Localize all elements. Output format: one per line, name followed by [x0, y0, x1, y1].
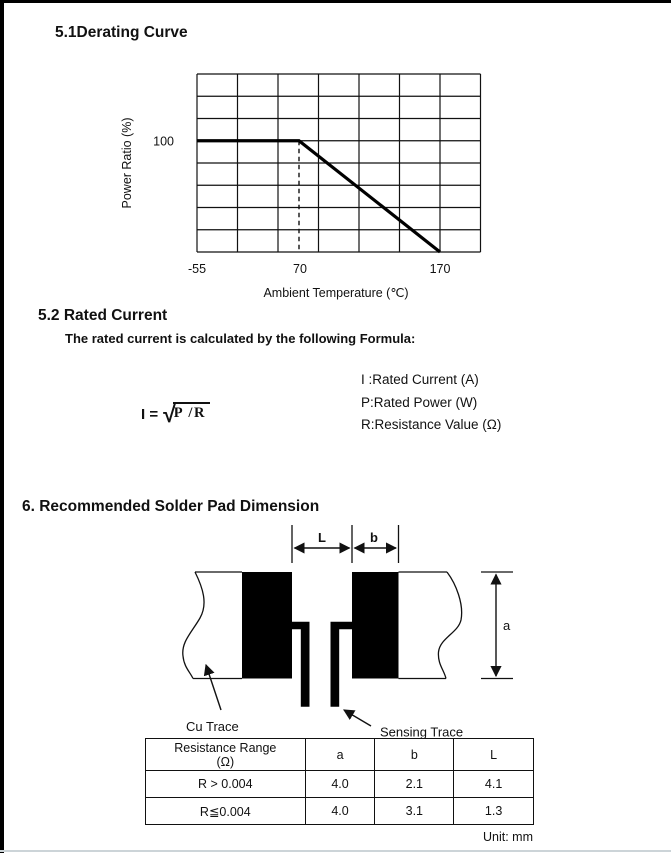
formula-intro-text: The rated current is calculated by the following Formula: — [65, 331, 416, 346]
y-tick-100: 100 — [153, 134, 174, 149]
formula-legend — [361, 369, 501, 437]
legend-line-current: I :Rated Current (A) — [361, 372, 479, 387]
left-solder-pad — [242, 572, 292, 679]
table-row — [146, 798, 534, 825]
rated-current-formula — [141, 398, 210, 425]
right-sensing-trace — [331, 622, 353, 707]
dim-label-b: b — [370, 530, 378, 545]
solder-pad-diagram — [0, 520, 671, 742]
x-tick-170: 170 — [429, 262, 451, 276]
header-col-l: L — [454, 739, 534, 771]
page-edge-bottom — [0, 850, 671, 852]
solder-pad-dimension-table — [145, 738, 534, 825]
legend-line-power: P:Rated Power (W) — [361, 394, 478, 410]
formula-lhs: I = — [141, 406, 159, 423]
x-tick-minus-55: -55 — [187, 262, 207, 276]
cell-range-row2: R≦0.004 — [146, 798, 306, 825]
legend-line-resistance: R:Resistance Value (Ω) — [361, 417, 502, 432]
table-header-row — [146, 739, 534, 771]
formula-radicand: P /R — [173, 402, 210, 422]
cell-l-row2: 1.3 — [454, 798, 534, 825]
section-6-heading: 6. Recommended Solder Pad Dimension — [22, 498, 320, 515]
x-axis-label: Ambient Temperature (℃) — [263, 286, 409, 300]
header-col-a: a — [305, 739, 375, 771]
section-5-1-heading: 5.1Derating Curve — [55, 24, 188, 41]
cu-trace-arrow — [206, 665, 221, 710]
cell-b-row1: 2.1 — [375, 771, 454, 798]
cell-l-row1: 4.1 — [454, 771, 534, 798]
dimension-extension-lines — [292, 525, 399, 563]
derating-curve-chart — [0, 60, 560, 305]
sqrt-icon: √ — [163, 401, 176, 427]
sensing-trace-label: Sensing Trace — [380, 724, 464, 740]
dim-label-L: L — [318, 530, 326, 545]
cu-trace-label: Cu Trace — [186, 719, 239, 734]
y-axis-label: Power Ratio (%) — [120, 117, 134, 209]
x-tick-70: 70 — [293, 262, 307, 276]
header-resistance-range-line2: (Ω) — [216, 754, 235, 769]
left-sensing-trace — [292, 622, 310, 707]
cell-a-row2: 4.0 — [305, 798, 375, 825]
page-edge-top — [0, 0, 671, 3]
table-row — [146, 771, 534, 798]
header-resistance-range-line1: Resistance Range — [174, 740, 277, 755]
sensing-trace-arrow — [344, 710, 371, 726]
right-solder-pad — [352, 572, 399, 679]
cell-b-row2: 3.1 — [375, 798, 454, 825]
cu-trace-outline — [183, 572, 462, 679]
header-col-b: b — [375, 739, 454, 771]
cell-a-row1: 4.0 — [305, 771, 375, 798]
section-5-2-heading: 5.2 Rated Current — [38, 307, 168, 324]
dim-label-a: a — [503, 618, 511, 633]
cell-range-row1: R > 0.004 — [146, 771, 306, 798]
header-resistance-range — [146, 739, 306, 771]
unit-note: Unit: mm — [483, 830, 533, 844]
chart-grid — [197, 74, 481, 252]
